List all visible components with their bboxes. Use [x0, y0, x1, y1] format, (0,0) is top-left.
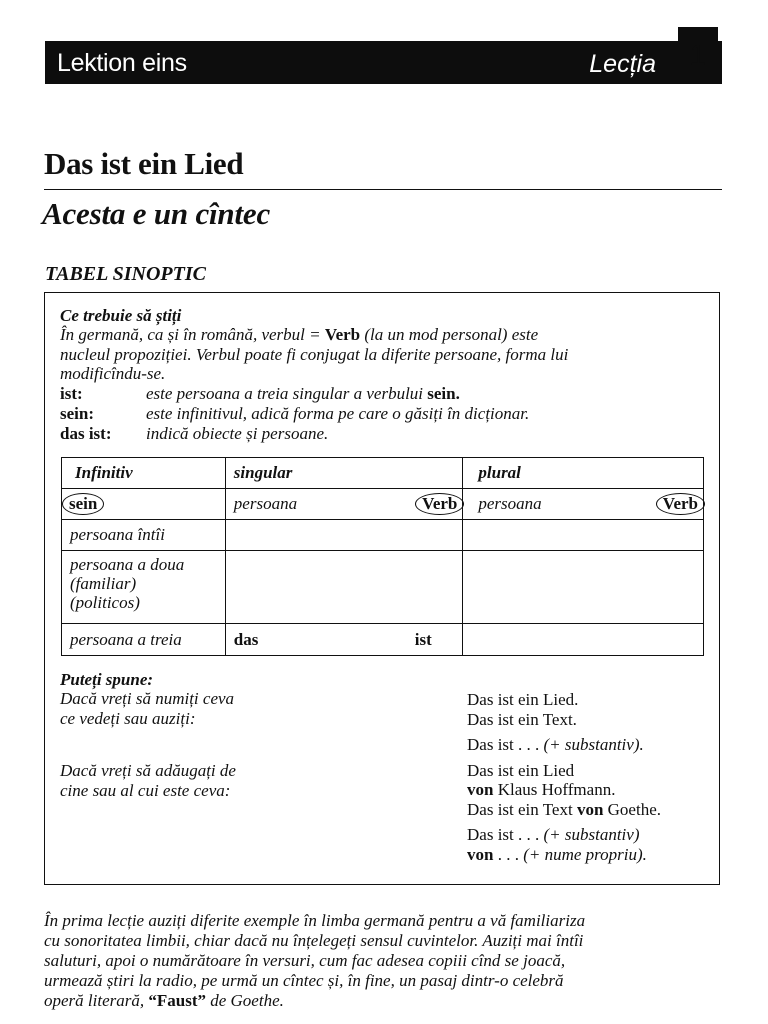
intro-verb-word: Verb [324, 325, 361, 344]
header-infinitiv: Infinitiv [62, 458, 226, 489]
intro-line-2: nucleul propoziției. Verbul poate fi conjugat la diferite persoane, forma lui [60, 345, 569, 364]
cell-first-plur [463, 520, 704, 551]
cell-third-sing [225, 624, 463, 656]
say-right3-von: von [467, 845, 494, 864]
say-right2-von: von [467, 780, 494, 799]
def-text-ist-main: este persoana a treia singular a verbului [146, 384, 428, 403]
table-header-row [62, 458, 704, 489]
lesson-number: 1 [689, 39, 707, 72]
paragraph-line-5 [44, 991, 734, 1011]
say-left2-line2: cine sau al cui este ceva: [60, 781, 231, 800]
def-text-das-ist: indică obiecte și persoane. [146, 424, 329, 443]
intro-heading: Ce trebuie să știți [60, 306, 182, 325]
say-right1-line2: Das ist ein Text. [467, 710, 577, 729]
say-right1-dasist: Das ist . . . [467, 735, 544, 754]
paragraph-faust: “Faust” [148, 991, 206, 1010]
second-person-polite: (politicos) [70, 593, 140, 612]
paragraph-line-2: cu sonoritatea limbii, chiar dacă nu înțelegeți sensul cuvintelor. Auziți mai întîi [44, 931, 584, 950]
cell-sein [62, 489, 226, 520]
def-term-ist: ist: [60, 384, 83, 403]
page-title-romanian: Acesta e un cîntec [42, 196, 271, 231]
cell-third-plur [463, 624, 704, 656]
say-right1-substantiv: (+ substantiv). [543, 735, 644, 754]
def-term-das-ist: das ist: [60, 424, 112, 443]
plur-verb-circled: Verb [656, 493, 705, 515]
paragraph-last-b: de Goethe. [205, 991, 284, 1010]
say-right3-line1 [467, 825, 640, 844]
third-sing-ist: ist [414, 630, 432, 649]
intro-paragraph [44, 911, 734, 1011]
cell-first-sing [225, 520, 463, 551]
say-right2-hoffmann: Klaus Hoffmann. [493, 780, 616, 799]
table-row-sein [62, 489, 704, 520]
cell-first-person: persoana întîi [62, 520, 226, 551]
lesson-header-bar [45, 41, 722, 84]
sein-circled: sein [62, 493, 104, 515]
header-plural: plural [463, 458, 704, 489]
def-text-ist [146, 384, 460, 404]
def-text-sein: este infinitivul, adică forma pe care o găsiți în dicționar. [146, 404, 530, 423]
intro-text-a: În germană, ca și în română, verbul = [60, 325, 325, 344]
cell-plur-persoana [463, 489, 704, 520]
page-title-german: Das ist ein Lied [44, 146, 244, 181]
paragraph-line-1: În prima lecție auziți diferite exemple în limba germană pentru a vă familiariza [44, 911, 586, 930]
table-row-first-person [62, 520, 704, 551]
paragraph-last-a: operă literară, [44, 991, 149, 1010]
say-right3-dasist: Das ist . . . [467, 825, 544, 844]
conjugation-table [61, 457, 704, 656]
intro-line-1 [60, 325, 538, 344]
cell-second-person [62, 551, 226, 624]
third-sing-das: das [233, 629, 259, 649]
say-right2-goethe: Goethe. [603, 800, 661, 819]
say-left1-line2: ce vedeți sau auziți: [60, 709, 196, 728]
intro-line-3: modificîndu-se. [60, 364, 166, 383]
sing-verb-circled: Verb [415, 493, 464, 515]
paragraph-line-4: urmează știri la radio, pe urmă un cîntec și, în fine, un pasaj dintr-o celebră [44, 971, 564, 990]
plur-persoana-label: persoana [478, 494, 542, 513]
paragraph-line-3: saluturi, apoi o numărătoare în versuri, cum fac adesea copiii cînd se joacă, [44, 951, 566, 970]
say-right1-line3 [467, 735, 644, 754]
say-right1-line1: Das ist ein Lied. [467, 690, 579, 709]
lesson-header-romanian: Lecția [589, 50, 656, 78]
lesson-number-tab [678, 27, 718, 84]
cell-sing-persoana [225, 489, 463, 520]
say-right3-dots: . . . [493, 845, 524, 864]
def-term-sein: sein: [60, 404, 94, 423]
say-right3-substantiv: (+ substantiv) [543, 825, 640, 844]
cell-second-sing [225, 551, 463, 624]
say-left2-line1: Dacă vreți să adăugați de [60, 761, 236, 780]
say-right2-line2 [467, 780, 615, 799]
def-text-ist-bold: sein. [427, 384, 460, 403]
intro-text-b: (la un mod personal) este [360, 325, 539, 344]
table-row-third-person [62, 624, 704, 656]
say-heading: Puteți spune: [60, 670, 154, 689]
say-right2-line3 [467, 800, 661, 819]
header-singular: singular [225, 458, 463, 489]
say-right2-line1: Das ist ein Lied [467, 761, 575, 780]
sing-persoana-label: persoana [233, 494, 298, 513]
section-title: TABEL SINOPTIC [45, 263, 206, 285]
second-person-label: persoana a doua [70, 555, 185, 574]
say-left1-line1: Dacă vreți să numiți ceva [60, 689, 235, 708]
say-right2-von2: von [576, 800, 604, 819]
say-right3-line2 [467, 845, 647, 864]
second-person-familiar: (familiar) [70, 574, 137, 593]
cell-second-plur [463, 551, 704, 624]
lesson-header-german: Lektion eins [57, 49, 187, 77]
say-right3-nume: (+ nume propriu). [523, 845, 647, 864]
table-row-second-person [62, 551, 704, 624]
title-divider [44, 189, 722, 190]
say-right2-text: Das ist ein Text [467, 800, 577, 819]
cell-third-person: persoana a treia [62, 624, 226, 656]
